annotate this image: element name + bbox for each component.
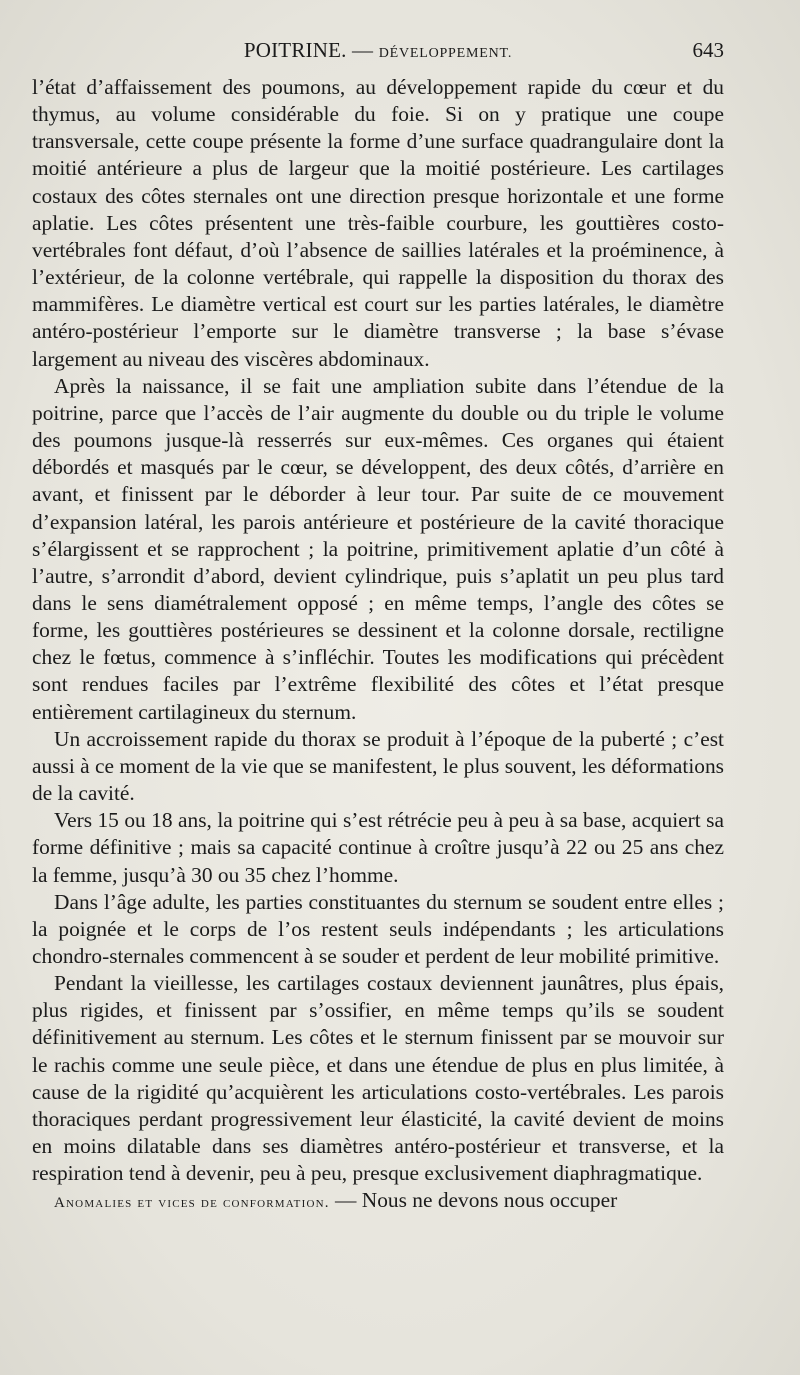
paragraph-5: Dans l’âge adulte, les parties constituantes du sternum se soudent entre elles ; la poignée et le corps de l’os restent seuls indépendants ; les articulations chondro-sternales commencent à se souder et perdent de leur mobilité primitive. — [32, 889, 724, 968]
section-lead-text: — Nous ne devons nous occuper — [329, 1188, 618, 1213]
section-heading: Anomalies et vices de conformation. — [54, 1195, 330, 1212]
running-head-separator: — — [352, 38, 374, 62]
running-head-title: POITRINE. — [243, 38, 347, 62]
page-number: 643 — [692, 38, 724, 62]
paragraph-4: Vers 15 ou 18 ans, la poitrine qui s’est rétrécie peu à peu à sa base, acquiert sa forme définitive ; mais sa capacité continue à croître jusqu’à 22 ou 25 ans chez la femme, jusqu’à 30 ou 35 chez l’homme. — [32, 808, 724, 887]
running-head-subtitle: DÉVELOPPEMENT. — [378, 46, 513, 61]
running-head — [32, 38, 724, 63]
paragraph-6: Pendant la vieillesse, les cartilages costaux deviennent jaunâtres, plus épais, plus rigides, et finissent par s’ossifier, en même temps qu’ils se soudent définitivement au sternum. Les côtes et le sternum finissent par se mouvoir sur le rachis comme une seule pièce, et dans une étendue de plus en plus limitée, à cause de la rigidité qu’acquièrent les articulations costo-vertébrales. Les parois thoraciques perdant progressivement leur élasticité, la cavité devient de moins en moins dilatable dans ses diamètres antéro-postérieur et transverse, et la respiration tend à devenir, peu à peu, presque exclusivement diaphragmatique. — [32, 971, 724, 1186]
paragraph-1: l’état d’affaissement des poumons, au développement rapide du cœur et du thymus, au volume considérable du foie. Si on y pratique une coupe transversale, cette coupe présente la forme d’une surface quadrangulaire dont la moitié antérieure a plus de largeur que la moitié postérieure. Les cartilages costaux des côtes sternales ont une direction presque horizontale et une forme aplatie. Les côtes présentent une très-faible courbure, les gouttières costo-vertébrales font défaut, d’où l’absence de saillies latérales et la proéminence, à l’extérieur, de la colonne vertébrale, qui rappelle la disposition du thorax des mammifères. Le diamètre vertical est court sur les parties latérales, le diamètre antéro-postérieur l’emporte sur le diamètre transverse ; la base s’évase largement au niveau des viscères abdominaux. — [32, 75, 724, 371]
page-header — [32, 38, 724, 68]
body-text — [32, 74, 724, 1218]
paragraph-3: Un accroissement rapide du thorax se produit à l’époque de la puberté ; c’est aussi à ce moment de la vie que se manifestent, le plus souvent, les déformations de la cavité. — [32, 726, 724, 806]
paragraph-2: Après la naissance, il se fait une ampliation subite dans l’étendue de la poitrine, parce que l’accès de l’air augmente du double ou du triple le volume des poumons jusque-là resserrés sur eux-mêmes. Ces organes qui étaient débordés et masqués par le cœur, se développent, des deux côtés, d’arrière en avant, et finissent par le déborder à leur tour. Par suite de ce mouvement d’expansion latéral, les parois antérieure et postérieure de la cavité thoracique s’élargissent et se rapprochent ; la poitrine, primitivement aplatie d’un côté à l’autre, s’arrondit d’abord, devient cylindrique, puis s’aplatit un peu plus tard dans le sens diamétralement opposé ; en même temps, l’angle des côtes se forme, les gouttières postérieures se dessinent et la colonne dorsale, rectiligne chez le fœtus, commence à s’infléchir. Toutes les modifications qui précèdent sont rendues faciles par l’extrême flexibilité des côtes et l’état presque entièrement cartilagineux du sternum. — [32, 373, 724, 724]
paragraph-7 — [32, 1187, 724, 1217]
